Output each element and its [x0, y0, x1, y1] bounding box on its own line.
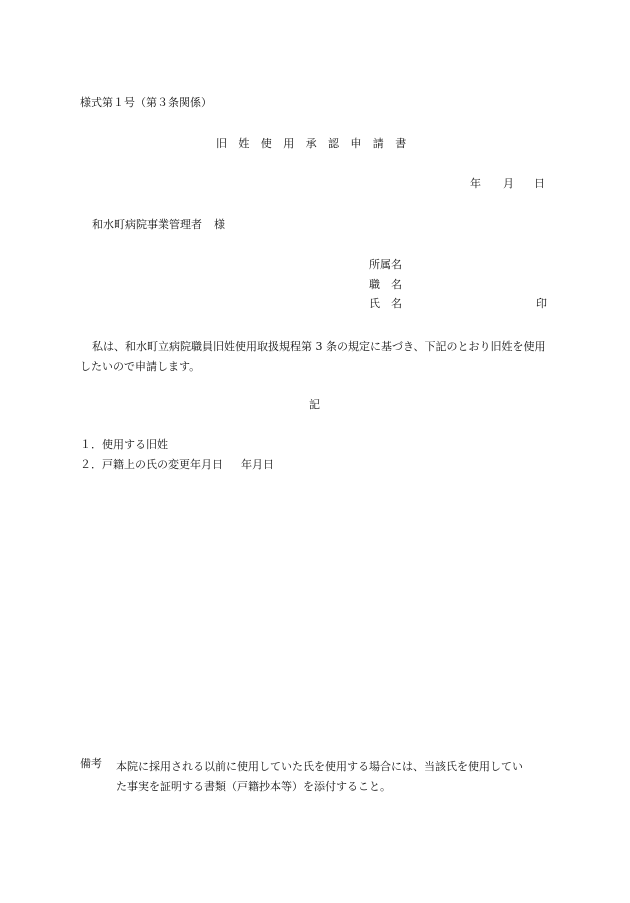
date-year: 年: [470, 177, 481, 190]
ki-heading: 記: [309, 398, 320, 411]
recipient-honorific: 様: [214, 218, 225, 231]
date-line: [470, 177, 545, 191]
seal-label: 印: [536, 297, 547, 310]
item-change-date: [80, 458, 274, 472]
item-former-surname: [80, 438, 168, 452]
note-label: 備考: [80, 757, 102, 770]
job-title-label: 職 名: [369, 278, 402, 291]
note-text: [116, 757, 552, 797]
item-change-date-label: ２．戸籍上の氏の変更年月日: [80, 458, 223, 471]
recipient-name: 和水町病院事業管理者: [92, 218, 202, 231]
date-month: 月: [503, 177, 514, 190]
affiliation-label: 所属名: [369, 258, 402, 271]
applicant-name-label: 氏 名: [369, 297, 402, 310]
document-title: 旧姓使用承認申請書: [216, 137, 418, 150]
item-change-date-value: 年月日: [241, 458, 274, 471]
note-line-2: た事実を証明する書類（戸籍抄本等）を添付すること。: [116, 780, 391, 793]
note-line-1: 本院に採用される以前に使用していた氏を使用する場合には、当該氏を使用してい: [116, 760, 523, 773]
date-day: 日: [534, 177, 545, 190]
application-statement: 私は、和水町立病院職員旧姓使用取扱規程第 3 条の規定に基づき、下記のとおり旧姓を使用したいので申請します。: [80, 340, 546, 373]
recipient: [92, 218, 225, 232]
item-former-surname-label: １．使用する旧姓: [80, 438, 168, 451]
form-number: 様式第１号（第３条関係）: [80, 96, 212, 109]
